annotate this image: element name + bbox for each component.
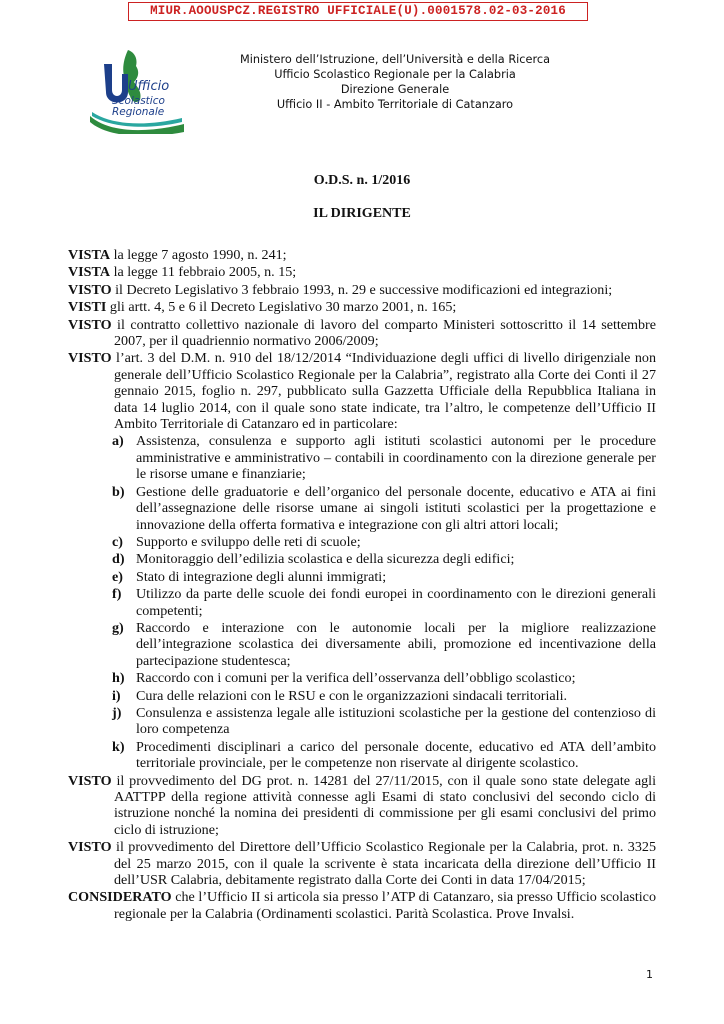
clause-paragraph [68, 889, 656, 922]
competence-item [68, 569, 656, 585]
clause-keyword: VISTO [68, 350, 112, 367]
clause-keyword: VISTO [68, 281, 112, 298]
competence-label: i) [112, 687, 121, 704]
header-line-ministry: Ministero dell’Istruzione, dell’Università e della Ricerca [240, 53, 550, 66]
ods-title: O.D.S. n. 1/2016 [313, 173, 411, 188]
competence-item [68, 670, 656, 686]
clause-text: l’art. 3 del D.M. n. 910 del 18/12/2014 “Individuazione degli uffici di livello dirigenziale non generale dell’Ufficio Scolastico Regionale per la Calabria”, registrato alla Corte dei Conti il 27 gennaio 2015, foglio n. 297, pubblicato sulla Gazzetta Ufficiale della Repubblica Italiana in data 14 luglio 2014, con il quale sono state indicate, tra l’altro, le competenze dell’Ufficio II Ambito Territoriale di Catanzaro ed in particolare: [111, 350, 656, 433]
clause-keyword: CONSIDERATO [68, 889, 172, 906]
competence-label: e) [112, 568, 123, 585]
competence-item [68, 705, 656, 738]
header-line-usr: Ufficio Scolastico Regionale per la Calabria [274, 68, 516, 81]
logo-line1: MIUR [112, 70, 123, 75]
competences-list [68, 433, 656, 771]
clause-text: il Decreto Legislativo 3 febbraio 1993, n. 29 e successive modificazioni ed integrazioni; [111, 281, 613, 298]
preamble-section [68, 247, 656, 432]
clause-text: il provvedimento del Direttore dell’Ufficio Scolastico Regionale per la Calabria, prot. n. 3325 del 25 marzo 2015, con il quale la scrivente è stata incaricata della direzione dell’Ufficio II dell’USR Calabria, debitamente registrato dalla Corte dei Conti in data 17/04/2015; [111, 839, 656, 889]
competence-item [68, 688, 656, 704]
clause-text: che l’Ufficio II si articola sia presso l’ATP di Catanzaro, sia presso Ufficio scolastico regionale per la Calabria (Ordinamenti scolastici. Parità Scolastica. Prove Invalsi. [114, 889, 656, 922]
competence-text: Procedimenti disciplinari a carico del personale docente, educativo ed ATA dell’ambito territoriale provinciale, per le competenze non riservate al dirigente scolastico. [136, 738, 656, 772]
competence-item [68, 551, 656, 567]
competence-item [68, 484, 656, 533]
competence-label: d) [112, 551, 125, 568]
clause-paragraph [68, 317, 656, 350]
clause-paragraph [68, 773, 656, 839]
competence-text: Monitoraggio dell’edilizia scolastica e della sicurezza degli edifici; [136, 551, 515, 568]
clause-text: il provvedimento del DG prot. n. 14281 del 27/11/2015, con il quale sono state delegate agli AATTPP della regione attività connesse agli Esami di stato conclusivi del secondo ciclo di istruzione nonché la nomina dei presidenti di commissione per gli esami conclusivi del primo ciclo di istruzione; [111, 772, 656, 838]
competence-text: Cura delle relazioni con le RSU e con le organizzazioni sindacali territoriali. [136, 687, 568, 704]
header-line-ufficio: Ufficio II - Ambito Territoriale di Catanzaro [276, 98, 514, 111]
competence-text: Gestione delle graduatorie e dell’organico del personale docente, educativo e ATA ai fini dell’assegnazione delle risorse umane ai singoli istituti scolastici per la progettazione e innovazione della offerta formativa e integrazione con gli altri attori locali; [136, 483, 656, 533]
competence-text: Supporto e sviluppo delle reti di scuole; [136, 533, 361, 550]
clause-paragraph [68, 282, 656, 298]
competence-label: j) [112, 704, 122, 721]
clause-keyword: VISTO [68, 772, 112, 789]
competence-label: a) [112, 433, 124, 450]
competence-text: Raccordo e interazione con le autonomie locali per la migliore realizzazione dell’integrazione scolastica dei diversamente abili, promozione ed incentivazione della partecipazione studentesca; [136, 619, 656, 669]
logo-line3: Scolastico [112, 95, 165, 107]
competence-text: Consulenza e assistenza legale alle istituzioni scolastiche per la gestione del contenzioso di loro competenza [136, 704, 656, 738]
logo-line4: Regionale [112, 106, 165, 118]
clause-keyword: VISTO [68, 316, 112, 333]
competence-text: Stato di integrazione degli alunni immigrati; [136, 568, 387, 585]
clause-text: il contratto collettivo nazionale di lavoro del comparto Ministeri sottoscritto il 14 settembre 2007, per il quadriennio normativo 2006/2009; [111, 316, 656, 350]
document-body [68, 247, 656, 923]
clause-text: gli artt. 4, 5 e 6 il Decreto Legislativo 30 marzo 2001, n. 165; [106, 299, 457, 316]
clause-paragraph [68, 350, 656, 432]
clause-keyword: VISTA [68, 247, 111, 263]
competence-label: k) [112, 738, 125, 755]
postamble-section [68, 773, 656, 923]
competence-item [68, 620, 656, 669]
usr-logo [88, 46, 186, 134]
competence-item [68, 586, 656, 619]
clause-paragraph [68, 299, 656, 315]
logo-line2: Ufficio [128, 79, 170, 94]
dirigente-title: IL DIRIGENTE [313, 206, 411, 221]
clause-keyword: VISTA [68, 264, 111, 281]
competence-item [68, 433, 656, 482]
page-number: 1 [646, 968, 653, 981]
clause-keyword: VISTI [68, 299, 107, 316]
competence-text: Utilizzo da parte delle scuole dei fondi europei in coordinamento con le direzioni generali competenti; [136, 586, 656, 619]
competence-label: f) [112, 586, 122, 603]
competence-label: g) [112, 619, 124, 636]
clause-paragraph [68, 247, 656, 263]
header-line-direzione: Direzione Generale [340, 83, 450, 96]
clause-paragraph [68, 839, 656, 888]
clause-paragraph [68, 264, 656, 280]
competence-item [68, 739, 656, 772]
competence-text: Assistenza, consulenza e supporto agli istituti scolastici autonomi per le procedure amministrative e amministrativo – contabili in coordinamento con la direzione generale per le risorse umane e finanziarie; [136, 433, 656, 483]
competence-label: h) [112, 670, 125, 687]
protocol-stamp: MIUR.AOOUSPCZ.REGISTRO UFFICIALE(U).0001578.02-03-2016 [128, 2, 588, 21]
competence-text: Raccordo con i comuni per la verifica dell’osservanza dell’obbligo scolastico; [136, 670, 576, 687]
competence-label: b) [112, 483, 125, 500]
clause-keyword: VISTO [68, 839, 112, 856]
clause-text: la legge 7 agosto 1990, n. 241; [110, 247, 287, 263]
clause-text: la legge 11 febbraio 2005, n. 15; [110, 264, 297, 281]
competence-label: c) [112, 533, 123, 550]
ministry-header [230, 52, 560, 112]
competence-item [68, 534, 656, 550]
